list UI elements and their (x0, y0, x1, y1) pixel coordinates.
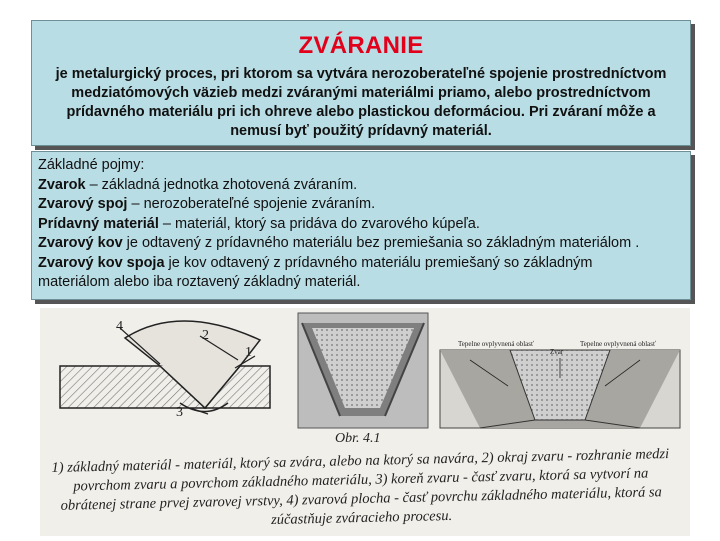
term-line (38, 254, 690, 274)
weld-macro-photo (298, 313, 428, 428)
terms-intro: Základné pojmy: (38, 157, 145, 173)
term-line (38, 195, 690, 215)
term-continuation: materiálom alebo iba roztavený základný materiál. (38, 274, 361, 290)
welding-definition: je metalurgický proces, pri ktorom sa vytvára nerozoberateľné spojenie prostredníctvom medziatómových väzieb medzi zváranými materiálmi priamo, alebo prostredníctvom prídavného materiálu pri ich ohreve alebo plastickou deformáciou. Pri zváraní môže a nemusí byť použitý prídavný materiál. (55, 66, 667, 139)
zone-label-left: Tepelne ovplyvnená oblasť (458, 340, 534, 348)
term-name: Zvarový kov (38, 235, 123, 251)
term-name: Zvarok (38, 176, 86, 193)
basic-terms-panel (31, 151, 691, 300)
zone-label-weld: Zvar (550, 348, 564, 356)
marker-4: 4 (116, 319, 123, 334)
term-name: Zvarový kov spoja (38, 254, 165, 271)
figure-caption: 1) základný materiál - materiál, ktorý sa zvára, alebo na ktorý sa navára, 2) okraj zvaru - rozhranie medzi povrchom zvaru a povrchom základného materiálu, 3) koreň zvaru - časť zvaru, ktorá sa vytvorí na obrátenej strane prvej zvarovej vrstvy, 4) zvarová plocha - časť povrchu základného materiálu, ktorá sa zúčastňuje zváracieho procesu. (51, 446, 670, 529)
term-line (38, 234, 690, 254)
term-name: Zvarový spoj (38, 196, 128, 212)
term-name: Prídavný materiál (38, 215, 159, 232)
marker-1: 1 (245, 345, 252, 360)
term-text: je kov odtavený z prídavného materiálu premiešaný so základným (164, 254, 593, 271)
term-text: – nerozoberateľné spojenie zváraním. (127, 196, 376, 212)
definition-panel (31, 20, 691, 146)
term-line (38, 176, 690, 196)
term-text: – materiál, ktorý sa pridáva do zvarového kúpeľa. (158, 215, 480, 232)
zone-label-right: Tepelne ovplyvnená oblasť (580, 340, 656, 348)
heat-affected-zone-diagram (440, 350, 680, 428)
marker-3: 3 (176, 405, 183, 420)
marker-2: 2 (202, 328, 209, 343)
term-line (38, 215, 690, 235)
term-text: – základná jednotka zhotovená zváraním. (85, 176, 358, 193)
page-title: ZVÁRANIE (298, 32, 424, 59)
figure-label: Obr. 4.1 (335, 431, 381, 446)
term-text: je odtavený z prídavného materiálu bez premiešania so základným materiálom . (122, 235, 640, 251)
